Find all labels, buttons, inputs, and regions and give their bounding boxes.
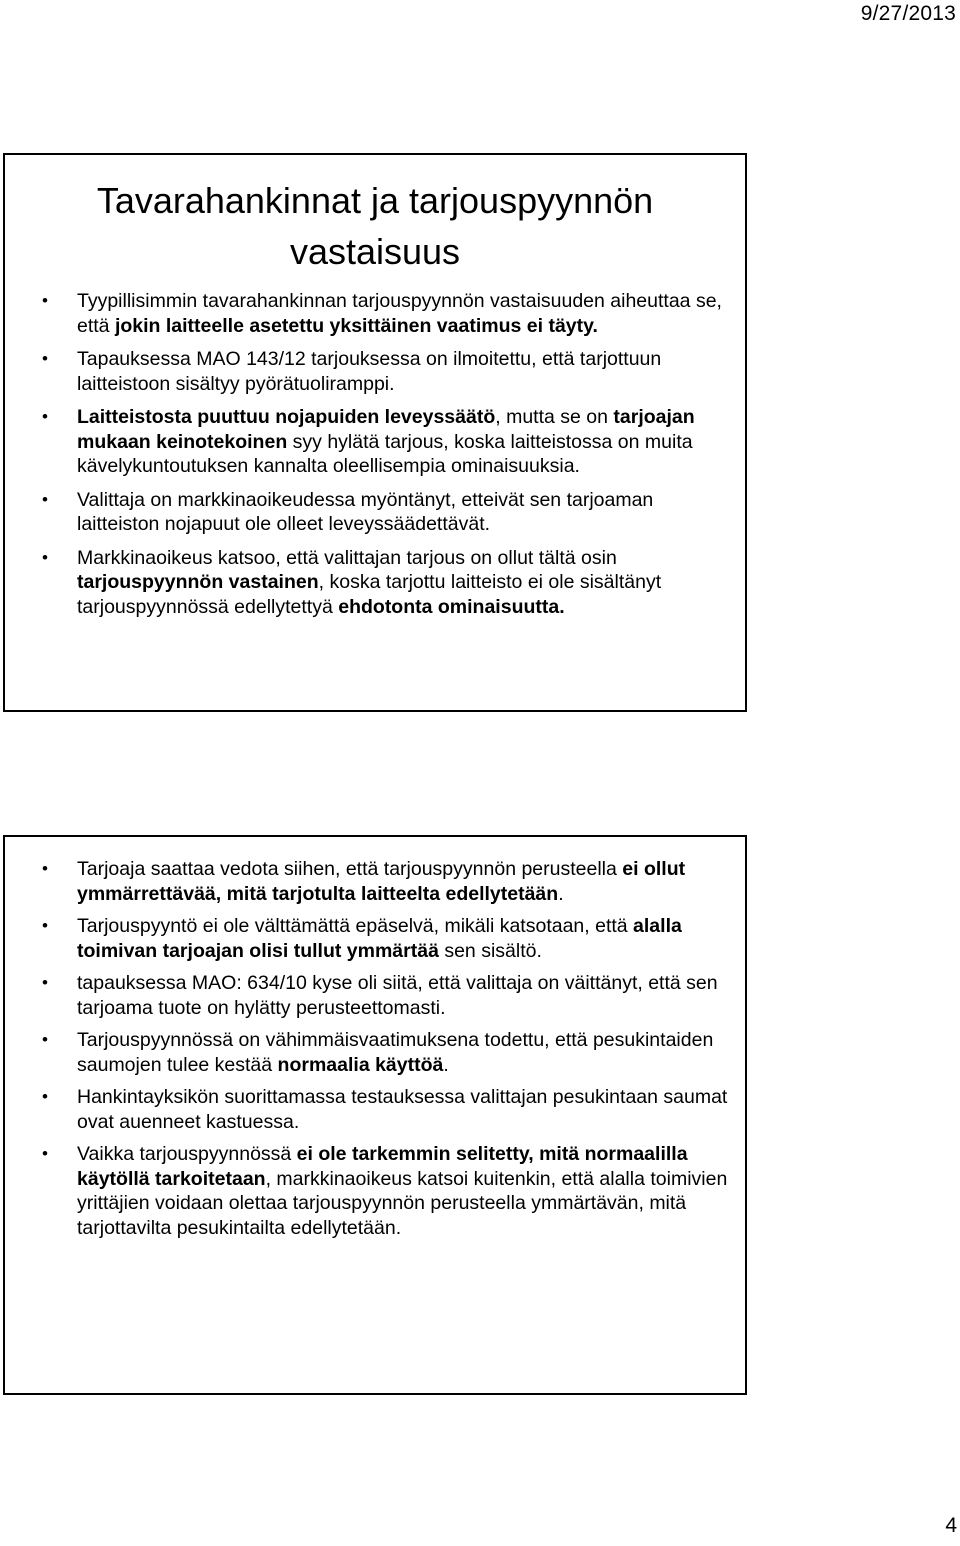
slide-2-bullet-list bbox=[39, 857, 733, 1248]
bullet-text: Tarjoaja saattaa vedota siihen, että tarjouspyynnön perusteella bbox=[77, 858, 623, 880]
bullet-text-bold: ei ollut ymmärrettävää, mitä tarjotulta laitteelta edellytetään bbox=[77, 858, 686, 905]
bullet-text: , koska tarjottu laitteisto ei ole sisältänyt tarjouspyynnössä edellytettyä bbox=[77, 571, 662, 618]
bullet-text: syy hylätä tarjous, koska laitteistossa on muita kävelykuntoutuksen kannalta oleellisempia ominaisuuksia. bbox=[77, 430, 693, 477]
bullet-item bbox=[39, 1142, 733, 1240]
bullet-text-bold: alalla toimivan tarjoajan olisi tullut ymmärtää bbox=[77, 915, 682, 962]
bullet-icon: • bbox=[42, 349, 48, 368]
bullet-item bbox=[39, 546, 733, 620]
bullet-text: , markkinaoikeus katsoi kuitenkin, että alalla toimivien yrittäjien voidaan olettaa tarjouspyynnön perusteella ymmärtävän, mitä tarjottavilta pesukintailta edellytetään. bbox=[77, 1167, 728, 1239]
bullet-text: Valittaja on markkinaoikeudessa myöntänyt, etteivät sen tarjoaman laitteiston nojapuut ole olleet leveyssäädettävät. bbox=[77, 488, 654, 535]
bullet-item bbox=[39, 857, 733, 906]
bullet-icon: • bbox=[42, 407, 48, 426]
bullet-text-bold: ei ole tarkemmin selitetty, mitä normaalilla käytöllä tarkoitetaan bbox=[77, 1143, 688, 1190]
bullet-text: Tarjouspyynnössä on vähimmäisvaatimuksena todettu, että pesukintaiden saumojen tulee kestää bbox=[77, 1029, 714, 1076]
bullet-icon: • bbox=[42, 1087, 48, 1106]
bullet-text: Hankintayksikön suorittamassa testauksessa valittajan pesukintaan saumat ovat auenneet kastuessa. bbox=[77, 1086, 728, 1133]
bullet-text: Markkinaoikeus katsoo, että valittajan tarjous on ollut tältä osin bbox=[77, 546, 617, 569]
bullet-icon: • bbox=[42, 547, 48, 567]
bullet-text-bold: jokin laitteelle asetettu yksittäinen vaatimus ei täyty. bbox=[114, 314, 598, 337]
bullet-icon: • bbox=[42, 1144, 48, 1163]
slide-1-bullet-list bbox=[39, 289, 733, 628]
bullet-text: Vaikka tarjouspyynnössä bbox=[77, 1143, 297, 1165]
bullet-item bbox=[39, 347, 733, 396]
bullet-text: sen sisältö. bbox=[438, 939, 542, 962]
bullet-text: . bbox=[443, 1053, 449, 1076]
slide-2 bbox=[3, 835, 747, 1395]
slide-title bbox=[5, 175, 745, 277]
bullet-text: , mutta se on bbox=[495, 406, 614, 428]
slide-title-line-1: Tavarahankinnat ja tarjouspyynnön bbox=[96, 180, 654, 221]
bullet-text: Tapauksessa MAO 143/12 tarjouksessa on ilmoitettu, että tarjottuun laitteistoon sisältyy pyörätuoliramppi. bbox=[77, 348, 662, 395]
bullet-text-bold: Laitteistosta puuttuu nojapuiden leveyssäätö bbox=[77, 406, 496, 428]
bullet-icon: • bbox=[42, 973, 48, 992]
bullet-text-bold: normaalia käyttöä bbox=[277, 1053, 444, 1076]
bullet-text-bold: ehdotonta ominaisuutta. bbox=[338, 595, 565, 618]
bullet-text: tapauksessa MAO: 634/10 kyse oli siitä, että valittaja on väittänyt, että sen tarjoama tuote on hylätty perusteettomasti. bbox=[77, 972, 718, 1019]
bullet-text-bold: tarjoajan mukaan keinotekoinen bbox=[77, 406, 695, 453]
bullet-text: Tyypillisimmin tavarahankinnan tarjouspyynnön vastaisuuden aiheuttaa se, että bbox=[77, 290, 722, 337]
bullet-item bbox=[39, 488, 733, 537]
bullet-icon: • bbox=[42, 859, 48, 878]
bullet-text: . bbox=[558, 882, 564, 905]
bullet-icon: • bbox=[42, 1030, 48, 1049]
bullet-text: Tarjouspyyntö ei ole välttämättä epäselvä, mikäli katsotaan, että bbox=[77, 915, 634, 937]
page-number: 4 bbox=[945, 1514, 957, 1537]
bullet-icon: • bbox=[42, 916, 48, 935]
bullet-item bbox=[39, 1085, 733, 1134]
print-date: 9/27/2013 bbox=[860, 2, 956, 25]
bullet-item bbox=[39, 1028, 733, 1077]
bullet-item bbox=[39, 971, 733, 1020]
slide-title-line-2: vastaisuus bbox=[289, 231, 461, 272]
bullet-item bbox=[39, 405, 733, 479]
bullet-item bbox=[39, 289, 733, 338]
slide-1 bbox=[3, 153, 747, 712]
bullet-icon: • bbox=[42, 489, 48, 509]
bullet-icon: • bbox=[42, 291, 48, 310]
bullet-text-bold: tarjouspyynnön vastainen bbox=[77, 571, 319, 593]
bullet-item bbox=[39, 914, 733, 963]
